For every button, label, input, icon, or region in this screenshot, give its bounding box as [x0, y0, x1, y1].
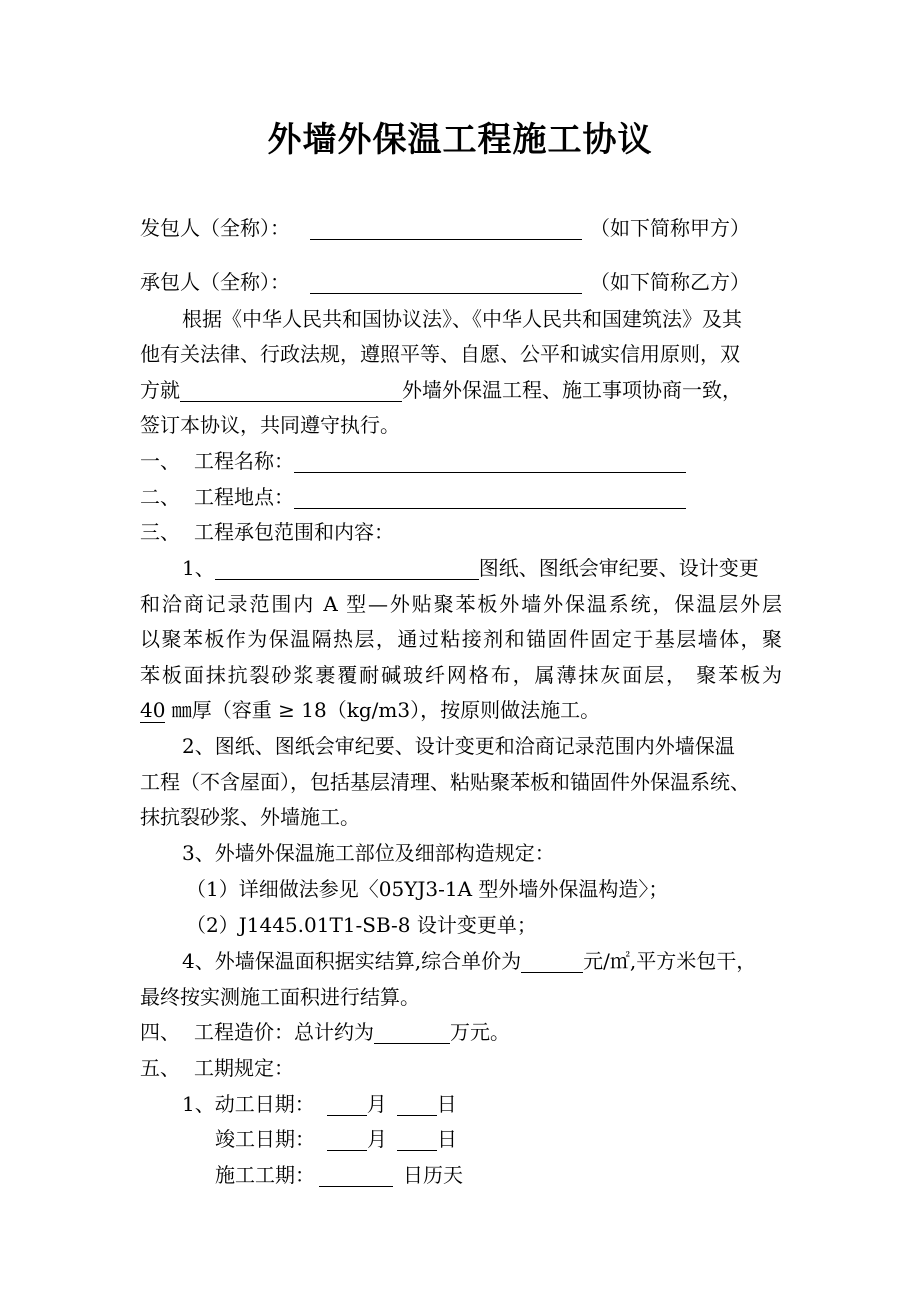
completion-month-unit: 月: [367, 1127, 387, 1151]
party-b-label: 承包人（全称）：: [140, 270, 290, 294]
item-1-line-5: [140, 698, 600, 722]
item-4-line-1: [182, 949, 756, 973]
preamble-line-3-start: 方就: [140, 378, 180, 402]
item-2-line-2: 工程（不含屋面），包括基层清理、粘贴聚苯板和锚固件外保温系统、: [140, 770, 750, 794]
section-1-label: 工程名称：: [194, 449, 294, 473]
preamble-line-3: [140, 378, 742, 402]
item-1-line-1-end: 图纸、图纸会审纪要、设计变更: [478, 556, 759, 580]
start-month-unit: 月: [366, 1092, 387, 1116]
section-5-number: 五、: [140, 1056, 180, 1080]
completion-date-line: [215, 1127, 457, 1151]
item-4-line-1-start: 4、外墙保温面积据实结算,综合单价为: [182, 949, 522, 973]
section-2-label: 工程地点：: [194, 485, 294, 509]
section-3: [140, 520, 394, 544]
preamble-line-4: 签订本协议，共同遵守执行。: [140, 413, 400, 437]
party-a-line: [140, 216, 750, 240]
completion-month-blank[interactable]: [327, 1130, 367, 1151]
start-day-blank[interactable]: [397, 1095, 437, 1116]
project-name-blank[interactable]: [294, 452, 686, 473]
preamble-line-1: 根据《中华人民共和国协议法》、《中华人民共和国建筑法》及其: [182, 307, 742, 331]
item-1-line-3: 以聚苯板作为保温隔热层，通过粘接剂和锚固件固定于基层墙体，聚: [140, 627, 782, 651]
item-2-line-3: 抹抗裂砂浆、外墙施工。: [140, 805, 360, 829]
total-cost-blank[interactable]: [374, 1023, 450, 1044]
completion-day-blank[interactable]: [397, 1130, 437, 1151]
section-4: [140, 1020, 510, 1044]
section-4-number: 四、: [140, 1020, 180, 1044]
section-2: [140, 485, 686, 509]
preamble-line-2: 他有关法律、行政法规，遵照平等、自愿、公平和诚实信用原则，双: [140, 342, 740, 366]
start-day-unit: 日: [436, 1092, 457, 1116]
preamble-line-3-end: 外墙外保温工程、施工事项协商一致，: [402, 378, 742, 402]
item-1-line-1: [182, 556, 759, 580]
item-1-line-2: 和洽商记录范围内 A 型—外贴聚苯板外墙外保温系统，保温层外层: [140, 592, 782, 616]
drawing-scope-blank[interactable]: [215, 559, 479, 580]
party-a-label: 发包人（全称）：: [140, 216, 290, 240]
section-4-label: 工程造价：总计约为: [194, 1020, 374, 1044]
party-a-note: （如下简称甲方）: [590, 216, 750, 240]
section-4-suffix: 万元。: [450, 1020, 510, 1044]
start-date-line: [182, 1092, 457, 1116]
completion-day-unit: 日: [437, 1127, 457, 1151]
item-1-line-5-end: ㎜厚（容重 ≥ 18（kg/m3），按原则做法施工。: [165, 698, 601, 722]
board-thickness-value: 40: [140, 698, 166, 722]
construction-period-line: [215, 1163, 463, 1187]
section-1: [140, 449, 686, 473]
completion-date-label: 竣工日期：: [215, 1127, 315, 1151]
start-month-blank[interactable]: [327, 1095, 367, 1116]
item-4-line-2: 最终按实测施工面积进行结算。: [140, 985, 420, 1009]
item-3-sub-1: （1）详细做法参见〈05YJ3-1A 型外墙外保温构造〉；: [186, 877, 669, 901]
section-5: [140, 1056, 294, 1080]
item-4-line-1-end: 元/㎡,平方米包干，: [583, 949, 757, 973]
project-blank[interactable]: [180, 381, 402, 402]
start-date-label: 1、动工日期：: [182, 1092, 315, 1116]
section-2-number: 二、: [140, 485, 180, 509]
document-title: 外墙外保温工程施工协议: [267, 120, 653, 160]
section-3-number: 三、: [140, 520, 180, 544]
section-3-label: 工程承包范围和内容：: [194, 520, 394, 544]
party-b-note: （如下简称乙方）: [590, 270, 750, 294]
item-3-sub-2: （2）J1445.01T1-SB-8 设计变更单；: [186, 913, 537, 937]
item-1-line-4: 苯板面抹抗裂砂浆裹覆耐碱玻纤网格布，属薄抹灰面层， 聚苯板为: [140, 663, 782, 687]
section-5-label: 工期规定：: [194, 1056, 294, 1080]
item-1-number: 1、: [182, 556, 215, 580]
construction-period-blank[interactable]: [319, 1166, 393, 1187]
project-location-blank[interactable]: [294, 488, 686, 509]
unit-price-blank[interactable]: [521, 952, 583, 973]
construction-period-label: 施工工期：: [215, 1163, 315, 1187]
calendar-days-unit: 日历天: [403, 1163, 463, 1187]
section-1-number: 一、: [140, 449, 180, 473]
party-a-name-blank[interactable]: [310, 219, 582, 240]
party-b-name-blank[interactable]: [310, 273, 582, 294]
party-b-line: [140, 270, 750, 294]
item-2-line-1: 2、图纸、图纸会审纪要、设计变更和洽商记录范围内外墙保温: [182, 734, 735, 758]
item-3-heading: 3、外墙外保温施工部位及细部构造规定：: [182, 841, 555, 865]
